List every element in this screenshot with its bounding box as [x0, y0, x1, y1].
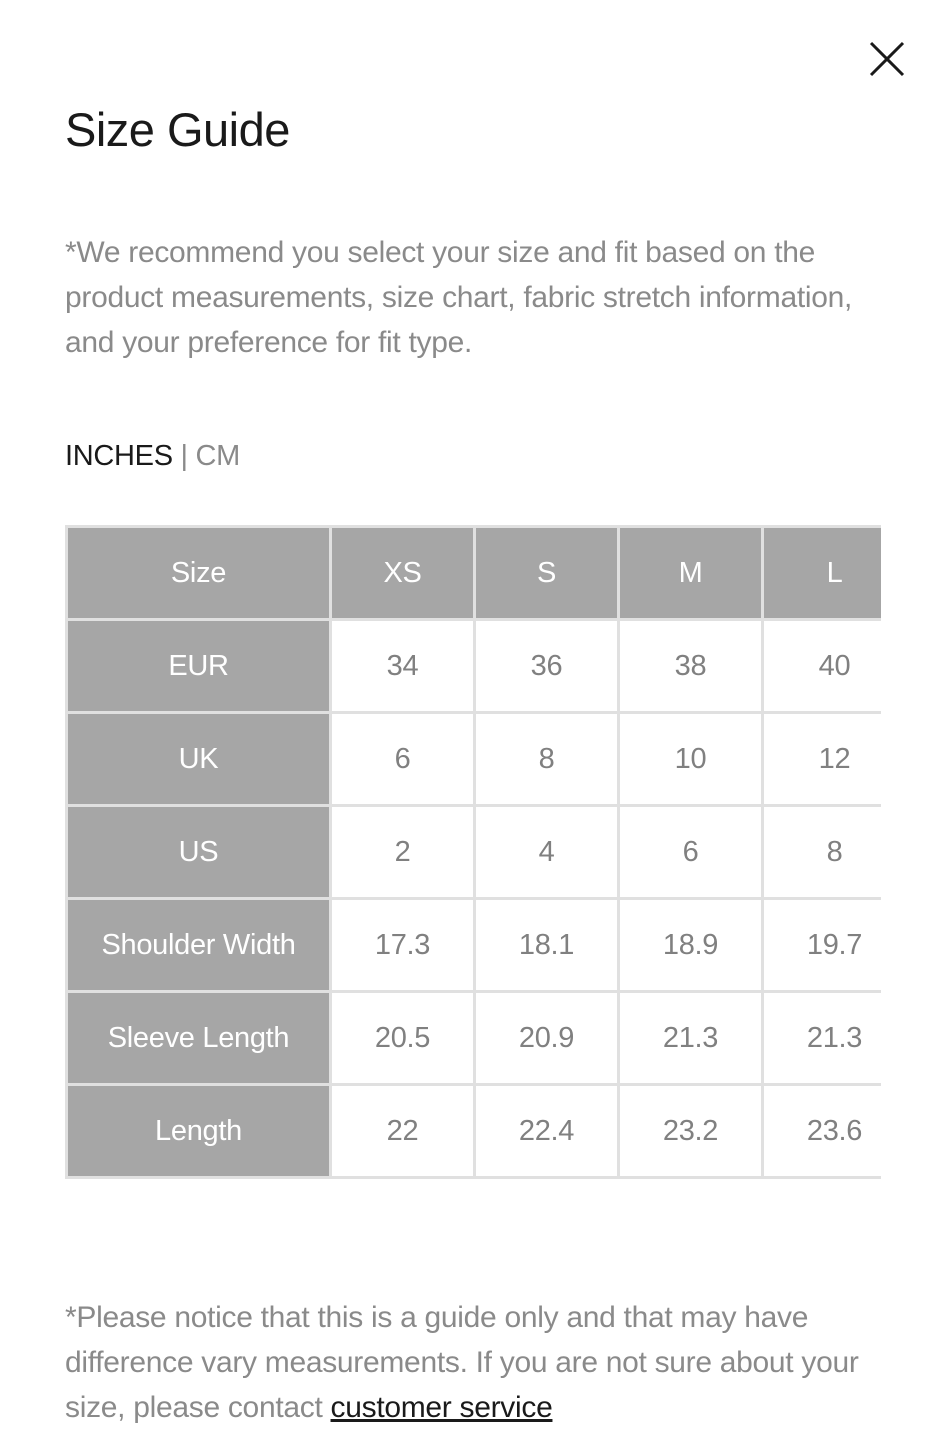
table-cell: 21.3 [763, 992, 882, 1085]
unit-toggle [65, 436, 240, 476]
close-button[interactable] [866, 38, 908, 80]
table-header-cell: S [475, 527, 619, 620]
table-cell: 23.2 [619, 1085, 763, 1178]
table-cell: 6 [331, 713, 475, 806]
size-table-container[interactable] [65, 525, 881, 1200]
notice-body: *Please notice that this is a guide only and that may have difference vary measurements. If you are not sure about your size, please contact [65, 1301, 859, 1424]
table-cell: 18.1 [475, 899, 619, 992]
table-cell: 36 [475, 620, 619, 713]
close-icon [866, 38, 908, 80]
table-cell: 20.9 [475, 992, 619, 1085]
table-cell: 40 [763, 620, 882, 713]
table-header-cell: XS [331, 527, 475, 620]
customer-service-link[interactable]: customer service [330, 1391, 553, 1424]
unit-cm-option[interactable]: CM [195, 440, 241, 472]
table-cell: 34 [331, 620, 475, 713]
table-cell: 17.3 [331, 899, 475, 992]
row-label: Shoulder Width [67, 899, 331, 992]
table-header-row [67, 527, 882, 620]
intro-text: *We recommend you select your size and fit based on the product measurements, size chart, fabric stretch information, and your preference for fit type. [65, 236, 853, 359]
table-cell: 10 [619, 713, 763, 806]
notice-text [65, 1295, 895, 1430]
row-label: Sleeve Length [67, 992, 331, 1085]
unit-separator: | [172, 440, 196, 472]
row-label: US [67, 806, 331, 899]
table-cell: 8 [475, 713, 619, 806]
table-cell: 22.4 [475, 1085, 619, 1178]
table-cell: 22 [331, 1085, 475, 1178]
table-cell: 4 [475, 806, 619, 899]
table-row [67, 806, 882, 899]
table-header-cell: M [619, 527, 763, 620]
table-header-cell: Size [67, 527, 331, 620]
row-label: Length [67, 1085, 331, 1178]
table-cell: 20.5 [331, 992, 475, 1085]
table-cell: 23.6 [763, 1085, 882, 1178]
row-label: EUR [67, 620, 331, 713]
table-row [67, 1085, 882, 1178]
table-header-cell: L [763, 527, 882, 620]
unit-inches-option[interactable]: INCHES [65, 440, 173, 472]
table-cell: 38 [619, 620, 763, 713]
page-title: Size Guide [65, 103, 290, 156]
table-row [67, 713, 882, 806]
table-cell: 2 [331, 806, 475, 899]
table-cell: 8 [763, 806, 882, 899]
table-row [67, 899, 882, 992]
table-row [67, 992, 882, 1085]
table-cell: 19.7 [763, 899, 882, 992]
table-cell: 18.9 [619, 899, 763, 992]
table-cell: 12 [763, 713, 882, 806]
row-label: UK [67, 713, 331, 806]
size-table [65, 525, 881, 1179]
table-row [67, 620, 882, 713]
table-cell: 6 [619, 806, 763, 899]
table-cell: 21.3 [619, 992, 763, 1085]
